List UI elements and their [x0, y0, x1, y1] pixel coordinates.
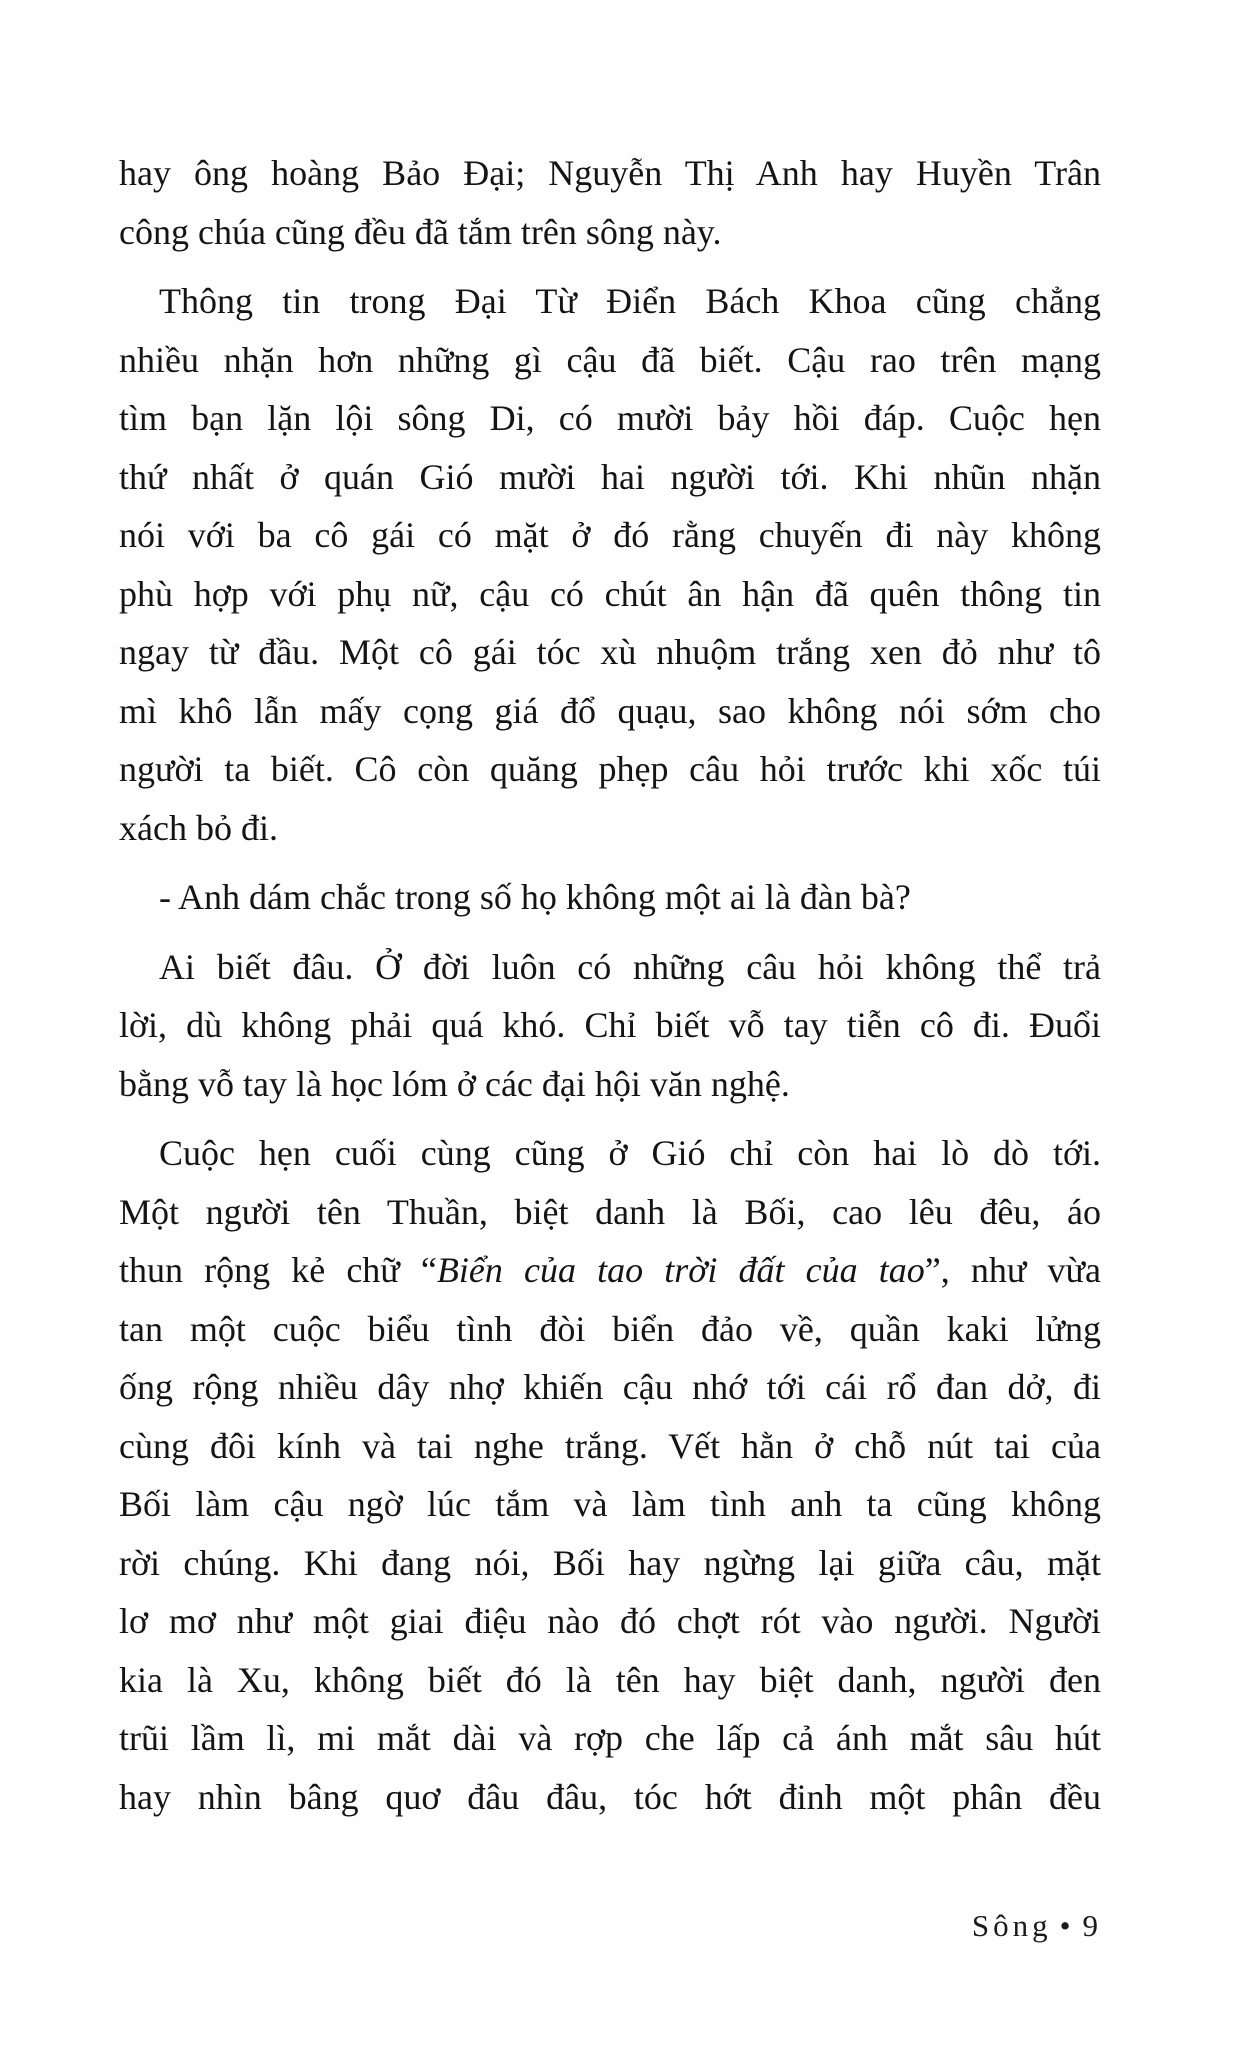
text-line: - Anh dám chắc trong số họ không một ai là đàn bà?: [159, 877, 911, 917]
paragraph: [119, 1124, 1101, 1826]
text-line: tan một cuộc biểu tình đòi biển đảo về, quần kaki lửng: [119, 1308, 1101, 1349]
paragraph: [119, 868, 1101, 927]
text-line: Ai biết đâu. Ở đời luôn có những câu hỏi không thể trả: [159, 946, 1101, 987]
text-line: phù hợp với phụ nữ, cậu có chút ân hận đã quên thông tin: [119, 573, 1101, 614]
text-line: hay ông hoàng Bảo Đại; Nguyễn Thị Anh hay Huyền Trân: [119, 153, 1101, 193]
running-title: Sông: [971, 1908, 1052, 1943]
text-line: ống rộng nhiều dây nhợ khiến cậu nhớ tới cái rổ đan dở, đi: [119, 1367, 1101, 1407]
page-number: 9: [1082, 1908, 1102, 1943]
text-line: công chúa cũng đều đã tắm trên sông này.: [119, 211, 722, 252]
text-line: thứ nhất ở quán Gió mười hai người tới. Khi nhũn nhặn: [119, 456, 1101, 497]
text-line: [119, 1241, 1101, 1300]
text-line: nhiều nhặn hơn những gì cậu đã biết. Cậu rao trên mạng: [119, 339, 1101, 380]
text-line: ngay từ đầu. Một cô gái tóc xù nhuộm trắng xen đỏ như tô: [119, 632, 1101, 672]
text-line: hay nhìn bâng quơ đâu đâu, tóc hớt đinh một phân đều: [119, 1776, 1101, 1817]
text-line: rời chúng. Khi đang nói, Bối hay ngừng lại giữa câu, mặt: [119, 1542, 1101, 1583]
page-footer: [972, 1908, 1102, 1944]
text-line: Cuộc hẹn cuối cùng cũng ở Gió chỉ còn hai lò dò tới.: [159, 1133, 1101, 1173]
book-page-text: [119, 144, 1101, 1837]
text-line: mì khô lẫn mấy cọng giá đổ quạu, sao không nói sớm cho: [119, 690, 1101, 731]
text-line: kia là Xu, không biết đó là tên hay biệt danh, người đen: [119, 1659, 1101, 1700]
text-line: nói với ba cô gái có mặt ở đó rằng chuyến đi này không: [119, 515, 1101, 555]
text-line: lời, dù không phải quá khó. Chỉ biết vỗ tay tiễn cô đi. Đuổi: [119, 1005, 1101, 1045]
separator: •: [1059, 1908, 1075, 1943]
paragraph: [119, 144, 1101, 261]
text-line: người ta biết. Cô còn quăng phẹp câu hỏi trước khi xốc túi: [119, 749, 1101, 789]
text-line: Thông tin trong Đại Từ Điển Bách Khoa cũng chẳng: [159, 281, 1101, 321]
paragraph: [119, 272, 1101, 857]
text-line: Bối làm cậu ngờ lúc tắm và làm tình anh ta cũng không: [119, 1484, 1101, 1524]
paragraph: [119, 938, 1101, 1114]
italic-quote: Biển của tao trời đất của tao: [436, 1250, 925, 1290]
text-line: lơ mơ như một giai điệu nào đó chợt rót vào người. Người: [119, 1601, 1101, 1641]
text-line: cùng đôi kính và tai nghe trắng. Vết hằn ở chỗ nút tai của: [119, 1425, 1101, 1466]
text-line: Một người tên Thuần, biệt danh là Bối, cao lêu đêu, áo: [119, 1191, 1101, 1232]
text-line: bằng vỗ tay là học lóm ở các đại hội văn nghệ.: [119, 1063, 790, 1104]
text-line: tìm bạn lặn lội sông Di, có mười bảy hồi đáp. Cuộc hẹn: [119, 398, 1101, 438]
text-line: trũi lầm lì, mi mắt dài và rợp che lấp cả ánh mắt sâu hút: [119, 1718, 1101, 1758]
text-segment: ”, như vừa: [924, 1250, 1101, 1290]
text-segment: thun rộng kẻ chữ “: [119, 1250, 437, 1290]
text-line: xách bỏ đi.: [119, 807, 278, 848]
